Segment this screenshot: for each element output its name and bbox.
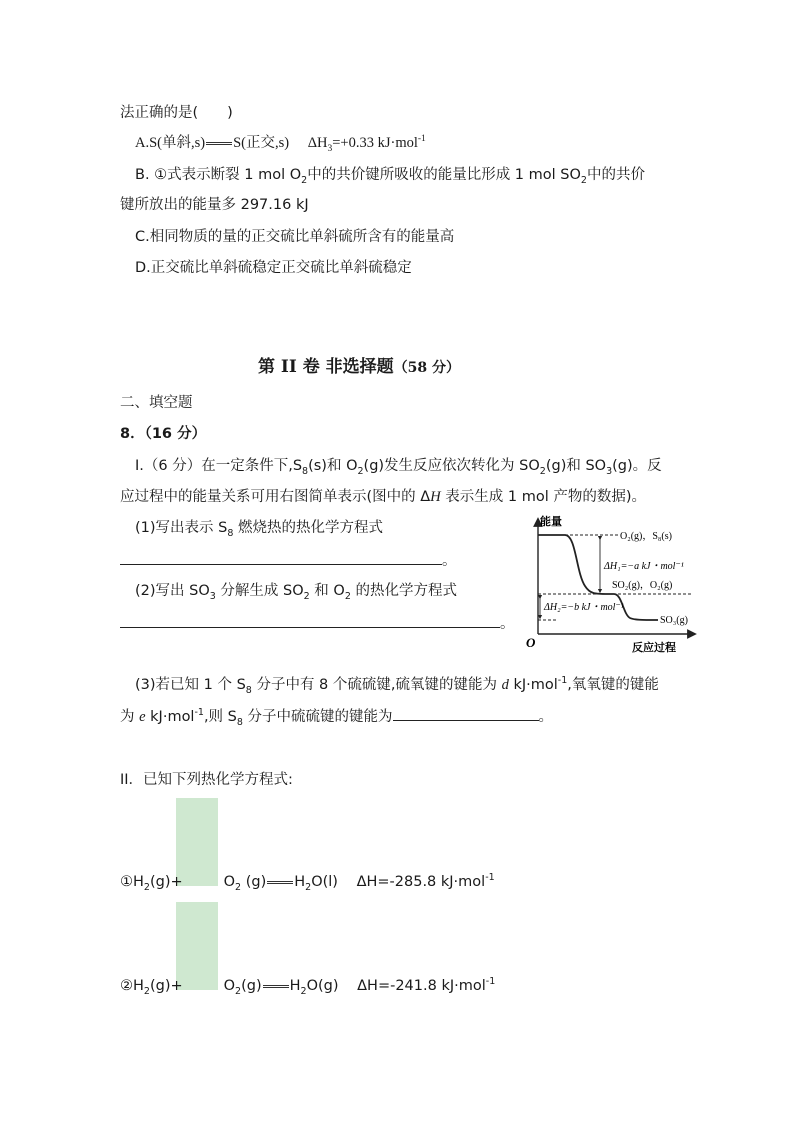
label-so3: SO₃(g) [660, 615, 688, 626]
option-c: C.相同物质的量的正交硫比单斜硫所含有的能量高 [135, 229, 455, 245]
equals-bar [267, 881, 293, 884]
origin-label: O [526, 635, 536, 650]
label-so2-o2: SO₂(g)，O₂(g) [612, 580, 673, 591]
answer-line[interactable] [120, 613, 500, 628]
equation-1: $①H_2(g)+ O_2$ (g) $H_2O(l)$ ΔH=-285.8 kJ·mol$^{-1}$ [120, 872, 495, 893]
option-a: A.S(单斜,s) S(正交,s) $\Delta H_3=+0.33$ kJ·mol$^{-1}$ [135, 134, 426, 154]
part1-intro-line2: 应过程中的能量关系可用右图简单表示(图中的 ΔH 表示生成 1 mol 产物的数据)。 [120, 489, 647, 505]
answer-blank-2: 。 [120, 613, 515, 634]
subquestion-3-line2: 为 e kJ·mol$^{-1}$,则 $S_8$ 分子中硫硫键的键能为 。 [120, 707, 554, 728]
subquestion-1: (1)写出表示 $S_8$ 燃烧热的热化学方程式 [135, 520, 384, 539]
answer-blank-1: 。 [120, 550, 457, 571]
y-axis-label: 能量 [540, 516, 562, 528]
part1-intro-line1: Ⅰ.（6 分）在一定条件下$,S_8(s)$和 $O_2(g)$发生反应依次转化为 $SO_2(g)$和 $SO_3(g)$。反 [135, 458, 662, 477]
option-d: D.正交硫比单斜硫稳定正交硫比单斜硫稳定 [135, 260, 412, 276]
x-axis-label: 反应过程 [632, 642, 676, 654]
option-b-line2: 键所放出的能量多 297.16 kJ [120, 197, 309, 213]
label-dh2: ΔH₂=−b kJ・mol⁻¹ [544, 602, 624, 613]
subquestion-3: (3)若已知 1 个 $S_8$ 分子中有 8 个硫硫键,硫氧键的键能为 d kJ·mol$^{-1}$,氧氧键的键能 [135, 675, 659, 696]
subquestion-2: (2)写出 $SO_3$ 分解生成 $SO_2$ 和 $O_2$ 的热化学方程式 [135, 583, 457, 602]
energy-diagram [520, 512, 700, 658]
label-dh1: ΔH₁=−a kJ・mol⁻¹ [604, 561, 684, 572]
answer-line[interactable] [393, 706, 539, 721]
answer-line[interactable] [120, 550, 442, 565]
option-b: B. ①式表示断裂 1 mol $O_2$中的共价键所吸收的能量比形成 1 mol $SO_2$中的共价 [135, 167, 645, 186]
question-stem-tail: 法正确的是( ) [120, 105, 233, 121]
equation-2: $②H_2(g)+ O_2(g)$ $H_2O(g)$ ΔH=-241.8 kJ·mol$^{-1}$ [120, 976, 496, 997]
section-title: 第 II 卷 非选择题（58 分） [258, 357, 461, 377]
part2-heading: II．已知下列热化学方程式: [120, 772, 293, 788]
equals-bar [263, 985, 289, 988]
label-o2-s8: O₂(g)，S₈(s) [620, 531, 672, 542]
question-8-heading: 8．（16 分） [120, 426, 207, 442]
equals-bar [206, 142, 232, 145]
part-heading: 二、填空题 [120, 395, 193, 411]
